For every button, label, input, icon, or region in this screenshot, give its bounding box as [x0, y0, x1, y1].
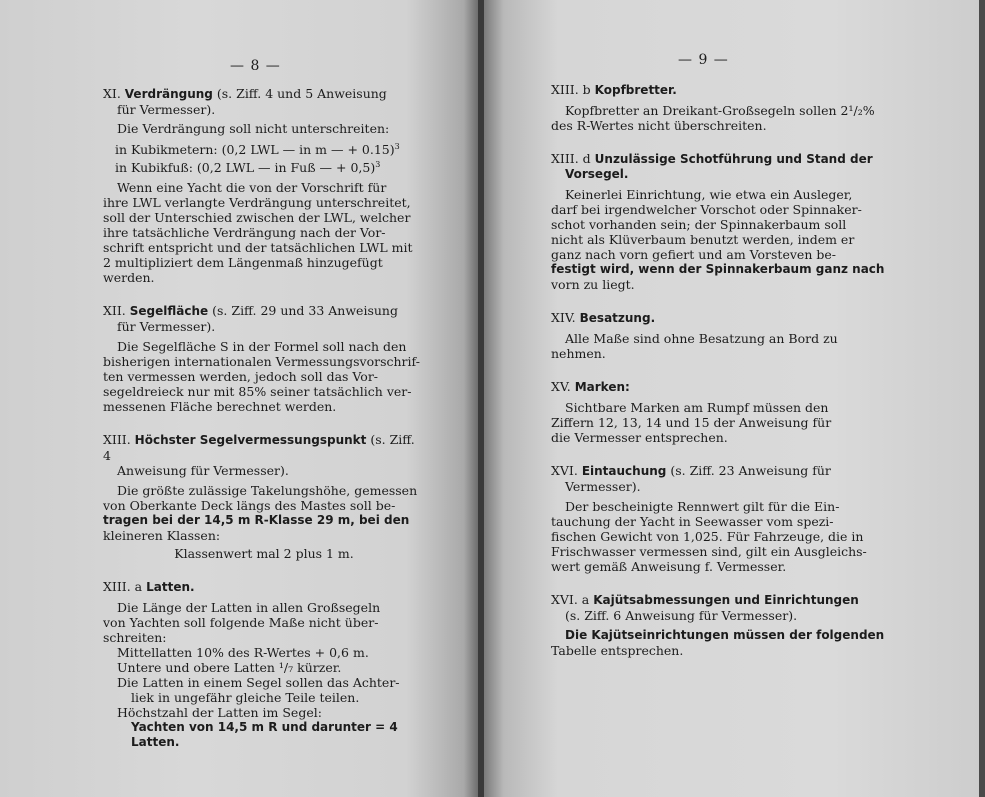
section-heading: XV. Marken:	[551, 379, 630, 394]
section-heading: XII. Segelfläche (s. Ziff. 29 und 33 Anweisung	[103, 303, 398, 319]
section-heading: XI. Verdrängung (s. Ziff. 4 und 5 Anweisung	[103, 86, 387, 101]
formula: in Kubikmetern: (0,2 LWL — in m — + 0.15)$^3$	[115, 142, 400, 158]
section-title: Segelfläche	[129, 304, 209, 319]
section-xiii-b: XIII. b Kopfbretter. Kopfbretter an Dreikant-Großsegeln sollen 2¹/₂% des R-Wertes nicht überschreiten.	[551, 82, 875, 133]
left-page	[0, 0, 478, 797]
section-xvi-a: XVI. a Kajütsabmessungen und Einrichtungen (s. Ziff. 6 Anweisung für Vermesser). Die Kajütseinrichtungen müssen der folgenden Tabelle entsprechen.	[551, 592, 885, 658]
section-heading: XIV. Besatzung.	[551, 310, 656, 325]
section-xi: XI. Verdrängung (s. Ziff. 4 und 5 Anweisung für Vermesser). Die Verdrängung soll nicht unterschreiten: in Kubikmetern: (0,2 LWL — in m — + 0.15)$^3$ in Kubikfuß: (0,2 LWL — in Fuß — + 0,5)$^3$ Wenn eine Yacht die von der Vorschrift für ihre LWL verlangte Verdrängung unterschreitet, soll der Unterschied zwischen der LWL, welcher ihre tatsächliche Verdrängung nach der Vor- schrift entspricht und der tatsächlichen LWL mit 2 multipliziert dem Längenmaß hinzugefügt werden.	[103, 86, 425, 285]
section-xiv: XIV. Besatzung. Alle Maße sind ohne Besatzung an Bord zu nehmen.	[551, 310, 873, 361]
section-xiii: XIII. Höchster Segelvermessungspunkt (s. Ziff. 4 Anweisung für Vermesser). Die größte zulässige Takelungshöhe, gemessen von Oberkante Deck längs des Mastes soll be- tragen bei der 14,5 m R-Klasse 29 m, bei den kleineren Klassen: Klassenwert mal 2 plus 1 m.	[103, 432, 425, 561]
section-title: Kajütsabmessungen und Einrichtungen	[593, 593, 859, 607]
page-content	[103, 86, 425, 750]
paragraph: Die Verdrängung soll nicht unterschreiten:	[117, 121, 390, 136]
section-xiii-a: XIII. a Latten. Die Länge der Latten in allen Großsegeln von Yachten soll folgende Maße nicht über- schreiten: Mittellatten 10% des R-Wertes + 0,6 m. Untere und obere Latten ¹/₇ kürzer. Die Latten in einem Segel sollen das Achter- liek in ungefähr gleiche Teile teilen. Höchstzahl der Latten im Segel: Yachten von 14,5 m R und darunter = 4 Latten.	[103, 579, 425, 750]
section-heading: XIII. d Unzulässige Schotführung und Stand der	[551, 151, 873, 166]
section-title: Unzulässige Schotführung und Stand der	[594, 152, 873, 166]
section-title: Latten.	[146, 580, 195, 595]
section-title: Verdrängung	[124, 87, 213, 101]
section-title: Höchster Segelvermessungspunkt	[134, 433, 367, 448]
formula: in Kubikfuß: (0,2 LWL — in Fuß — + 0,5)$^3$	[115, 160, 381, 176]
section-heading: XVI. Eintauchung (s. Ziff. 23 Anweisung für	[551, 463, 831, 478]
page-edge	[979, 0, 985, 797]
section-title: Eintauchung	[581, 464, 667, 478]
section-heading: XIII. Höchster Segelvermessungspunkt (s. Ziff. 4	[103, 432, 415, 464]
section-title: Besatzung.	[579, 311, 656, 325]
section-title: Marken:	[574, 380, 630, 394]
section-xiii-d: XIII. d Unzulässige Schotführung und Stand der Vorsegel. Keinerlei Einrichtung, wie etwa ein Ausleger, darf bei irgendwelcher Vorschot oder Spinnaker- schot vorhanden sein; der Spinnakerbaum soll nicht als Klüverbaum benutzt werden, indem er ganz nach vorn gefiert und am Vorsteven be- festigt wird, wenn der Spinnakerbaum ganz nach vorn zu liegt.	[551, 151, 885, 292]
section-heading: XIII. a Latten.	[103, 579, 195, 595]
page-content	[551, 82, 885, 658]
section-xvi: XVI. Eintauchung (s. Ziff. 23 Anweisung für Vermesser). Der bescheinigte Rennwert gilt für die Ein- tauchung der Yacht in Seewasser vom spezi- fischen Gewicht von 1,025. Für Fahrzeuge, die in Frischwasser vermessen sind, gilt ein Ausgleichs- wert gemäß Anweisung f. Vermesser.	[551, 463, 873, 574]
section-xii: XII. Segelfläche (s. Ziff. 29 und 33 Anweisung für Vermesser). Die Segelfläche S in der Formel soll nach den bisherigen internationalen Vermessungsvorschrif- ten vermessen werden, jedoch soll das Vor- segeldreieck nur mit 85% seiner tatsächlich ver- messenen Fläche berechnet werden.	[103, 303, 425, 414]
right-page	[484, 0, 979, 797]
section-xv: XV. Marken: Sichtbare Marken am Rumpf müssen den Ziffern 12, 13, 14 und 15 der Anweisung für die Vermesser entsprechen.	[551, 379, 873, 445]
page-number: — 8 —	[230, 58, 281, 74]
page-number: — 9 —	[678, 52, 729, 68]
section-title: Kopfbretter.	[594, 83, 677, 97]
section-heading: XVI. a Kajütsabmessungen und Einrichtungen	[551, 592, 859, 607]
section-heading: XIII. b Kopfbretter.	[551, 82, 677, 97]
